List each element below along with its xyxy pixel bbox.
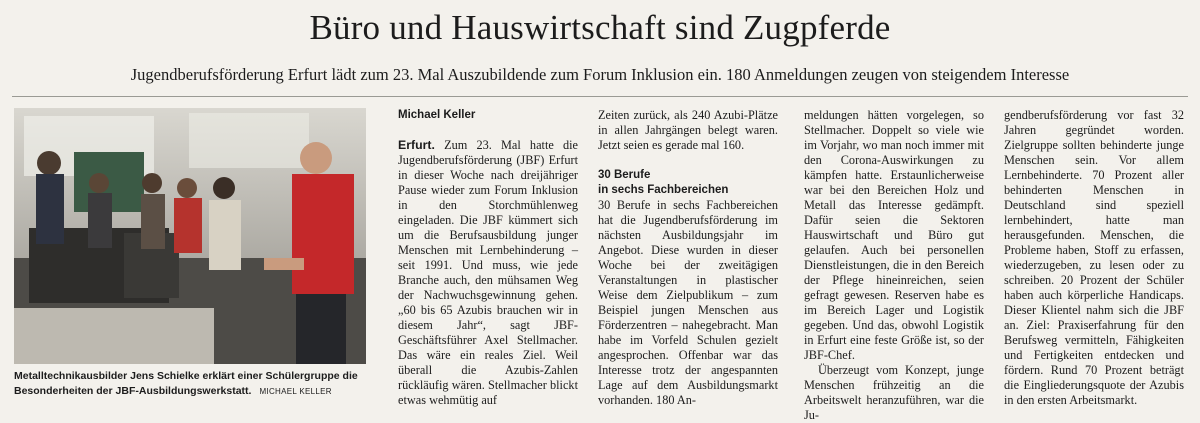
column-2-intro: Zeiten zurück, als 240 Azubi-Plätze in allen Jahrgängen belegt waren. Jetzt seien es gerade mal 160. (598, 108, 778, 152)
author: Michael Keller (398, 109, 476, 121)
column-2-text: 30 Berufe in sechs Fachbereichen hat die Jugendberufsförderung im nächsten Ausbildungsjahr im Angebot. Diese wurden in dieser Woche bei der zweitägigen Veranstaltungen in plastischer Weise dem Zielpublikum – zum Beispiel jungen Menschen aus Förderzentren – nahegebracht. Man habe im Vorfeld Schulen gezielt angesprochen. Offenbar war das Interesse trotz der angespannten Lage auf dem Ausbildungsmarkt vorhanden. 180 An- (598, 198, 778, 407)
caption-text: Metalltechnikausbilder Jens Schielke erklärt einer Schülergruppe die Besonderheiten der JBF-Ausbildungswerkstatt. (14, 370, 358, 397)
column-3-paragraph-2: Überzeugt vom Konzept, junge Menschen frühzeitig an die Arbeitswelt heranzuführen, war die Ju- (804, 363, 984, 422)
section-subheading (598, 168, 778, 198)
photo-credit: MICHAEL KELLER (259, 387, 332, 396)
article-photo (14, 108, 366, 364)
dateline: Erfurt. (398, 138, 435, 152)
column-1-text: Zum 23. Mal hatte die Jugendberufsförderung (JBF) Erfurt in dieser Woche nach dreijähriger Pause wieder zum Forum Inklusion in den Storchmühlenweg eingeladen. Die JBF kümmert sich um die Berufsausbildung junger Menschen mit Lernbehinderung – seit 1991. Und muss, wie jede Branche auch, den mühsamen Weg der Nachwuchsgewinnung gehen. „60 bis 65 Azubis brauchen wir in diesem Jahr“, sagt JBF-Geschäftsführer Axel Stellmacher. Das wäre ein reales Ziel. Weil überall die Azubis-Zahlen rückläufig wären. Stellmacher blickt etwas wehmütig auf (398, 138, 578, 407)
text-column-3 (804, 108, 984, 422)
text-column-4 (1004, 108, 1184, 408)
column-3-text: meldungen hätten vorgelegen, so Stellmacher. Doppelt so viele wie im Vorjahr, wo man noch immer mit den Corona-Auswirkungen zu kämpfen hatte. Erstaunlicherweise war bei den Bereichen Holz und Metall das Interesse gedämpft. Dafür seien die Sektoren Hauswirtschaft und Büro gut gelaufen. Auch bei personellen Dienstleistungen, die in den Bereich der Pflege hineinreichen, seien gefragt gewesen. Reserven habe es im Bereich Lager und Logistik gegeben. Und das, obwohl Logistik in Erfurt eine feste Größe ist, so der JBF-Chef. (804, 108, 984, 362)
headline: Büro und Hauswirtschaft sind Zugpferde (309, 8, 891, 47)
subheading-line-1: 30 Berufe (598, 169, 651, 181)
workshop-photo-illustration (14, 108, 366, 364)
subheadline: Jugendberufsförderung Erfurt lädt zum 23. Mal Auszubildende zum Forum Inklusion ein. 180 Anmeldungen zeugen von steigendem Interesse (130, 65, 1070, 84)
column-4-text: gendberufsförderung vor fast 32 Jahren gegründet worden. Zielgruppe sollten behinderte junge Menschen sein. Vor allem Lernbehinderte. 70 Prozent aller behinderten Menschen in Deutschland sind speziell lernbehindert, hatte man herausgefunden. Menschen, die Probleme haben, Stoff zu erfassen, wiederzugeben, zu lesen oder zu schreiben. 20 Prozent der Schüler haben auch körperliche Handicaps. Dieser Klientel nahm sich die JBF an. Ziel: Praxiserfahrung für den Berufsweg vermitteln, Fähigkeiten und Fertigkeiten entdecken und fördern. Rund 70 Prozent beträgt die Eingliederungsquote der Azubis in den ersten Arbeitsmarkt. (1004, 108, 1184, 407)
text-column-1 (398, 108, 578, 408)
divider (12, 96, 1188, 97)
text-column-2 (598, 108, 778, 408)
photo-caption (14, 369, 366, 399)
subheading-line-2: in sechs Fachbereichen (598, 184, 729, 196)
